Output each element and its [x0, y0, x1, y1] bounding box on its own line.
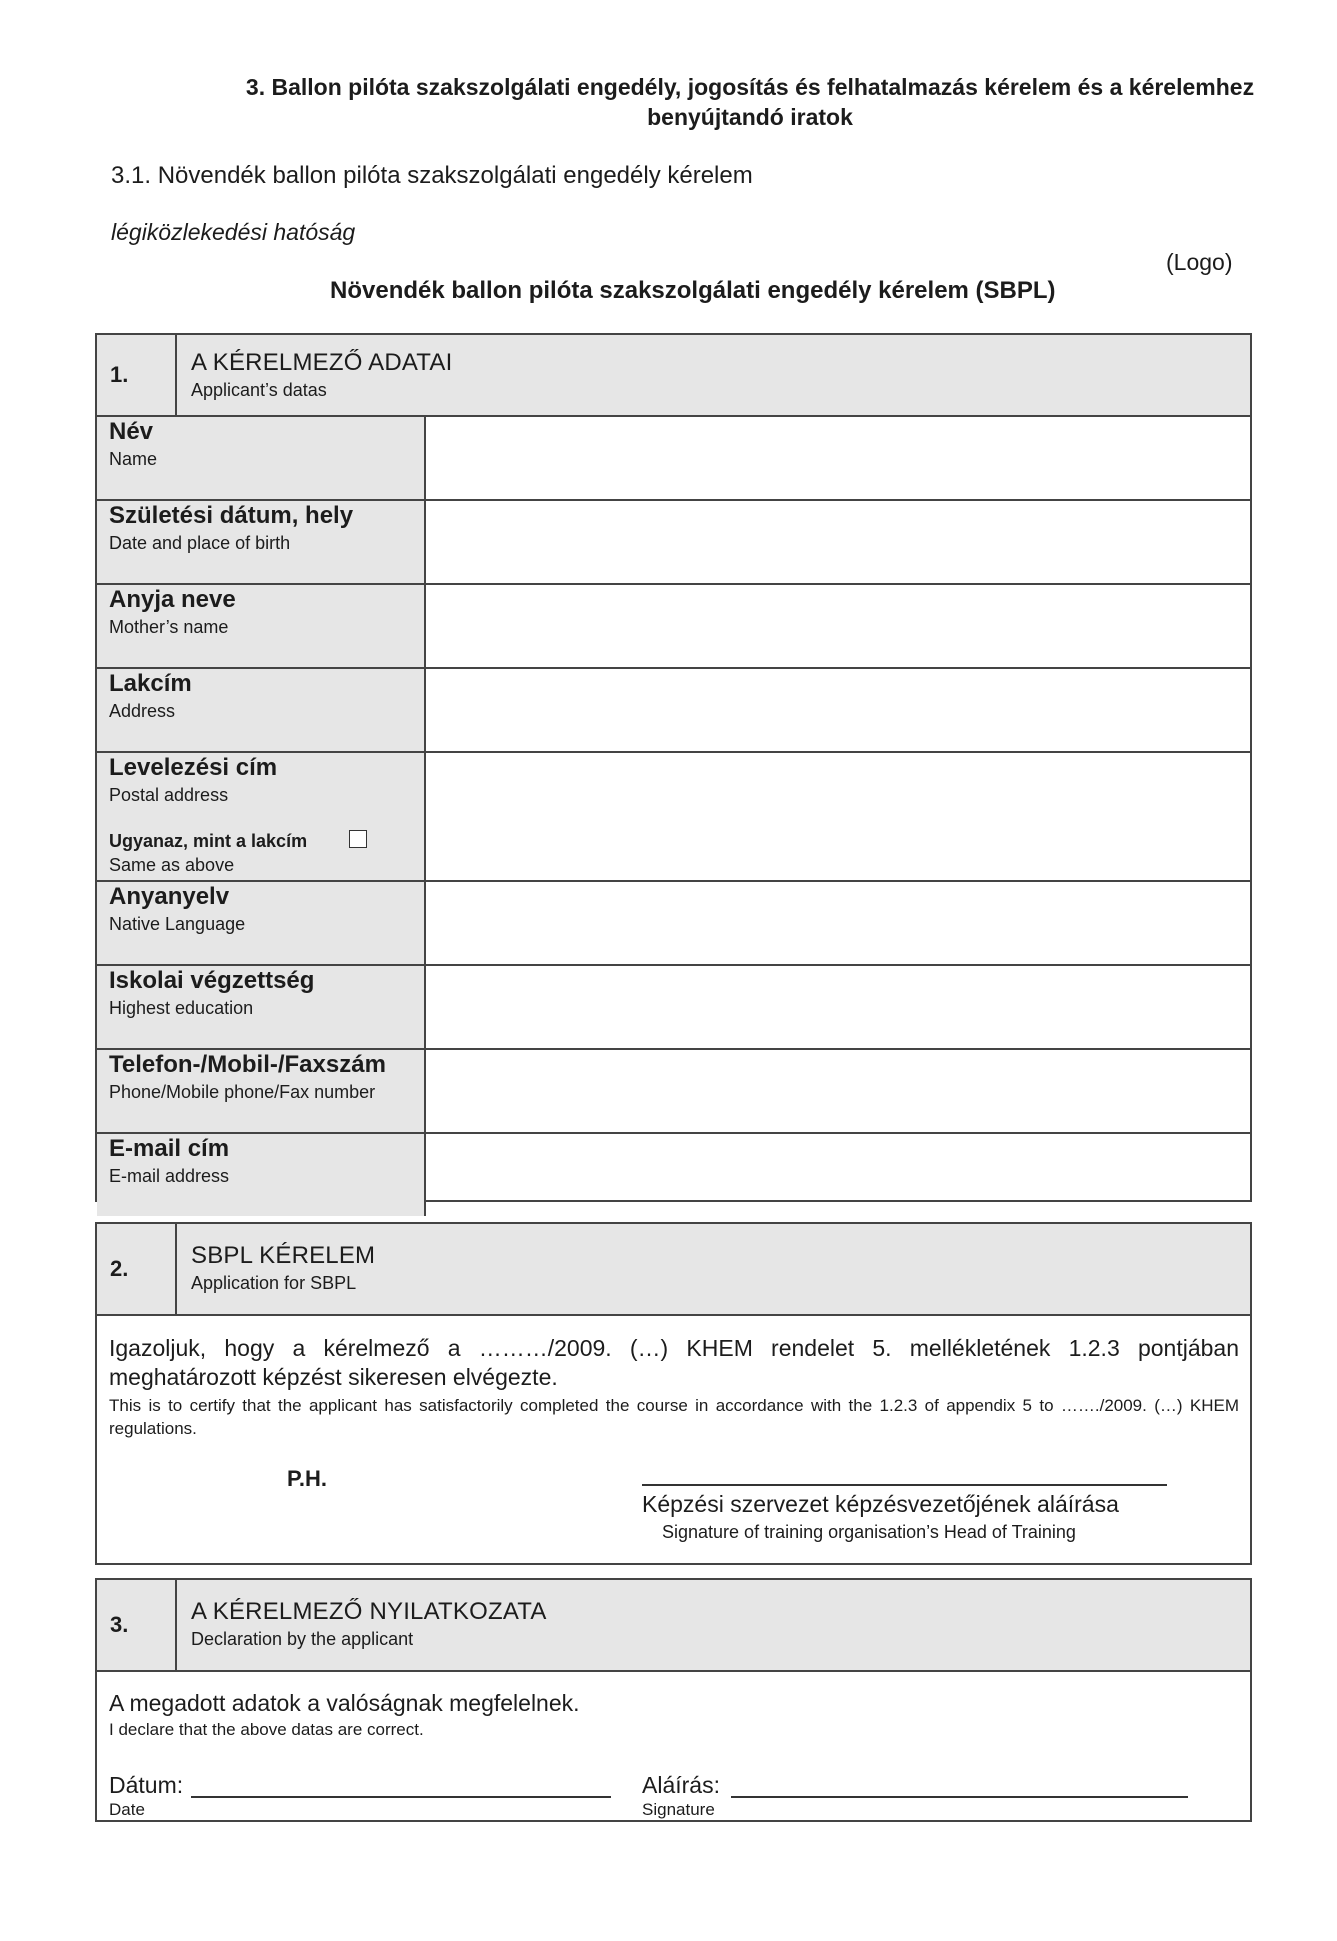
document-title-line2: benyújtandó iratok — [647, 104, 853, 130]
section-3-header — [97, 1580, 1250, 1672]
label-en: Address — [109, 701, 176, 721]
date-field[interactable] — [191, 1796, 611, 1798]
label-hu: Anyanyelv — [109, 883, 230, 910]
language-field[interactable] — [426, 882, 1250, 964]
section-3-title: A KÉRELMEZŐ NYILATKOZATA — [191, 1598, 547, 1625]
form-subheading: 3.1. Növendék ballon pilóta szakszolgálati engedély kérelem — [111, 162, 753, 189]
applicant-data-section — [95, 333, 1252, 1202]
declaration-section — [95, 1578, 1252, 1822]
education-field[interactable] — [426, 966, 1250, 1048]
date-label-en: Date — [109, 1800, 145, 1819]
section-3-body — [97, 1672, 1250, 1822]
row-label — [97, 1134, 426, 1216]
row-mother — [97, 585, 1250, 669]
row-label — [97, 501, 426, 583]
section-1-number: 1. — [97, 335, 177, 415]
row-phone — [97, 1050, 1250, 1134]
row-label — [97, 1050, 426, 1132]
document-title — [100, 72, 1300, 132]
declaration-text-en: I declare that the above datas are correct. — [109, 1720, 424, 1739]
section-3-number: 3. — [97, 1580, 177, 1670]
label-en: Phone/Mobile phone/Fax number — [109, 1082, 376, 1102]
row-education — [97, 966, 1250, 1050]
sbpl-application-section — [95, 1222, 1252, 1565]
section-2-body — [97, 1316, 1250, 1565]
label-hu: E-mail cím — [109, 1135, 230, 1162]
section-2-header — [97, 1224, 1250, 1316]
label-hu: Levelezési cím — [109, 754, 278, 781]
label-en: Date and place of birth — [109, 533, 291, 553]
email-field[interactable] — [426, 1134, 1250, 1216]
logo-placeholder: (Logo) — [1166, 249, 1233, 275]
postal-address-field[interactable] — [426, 753, 1250, 880]
row-address — [97, 669, 1250, 753]
document-title-line1: 3. Ballon pilóta szakszolgálati engedély, jogosítás és felhatalmazás kérelem és a kérelemhez — [245, 74, 1255, 100]
label-hu: Születési dátum, hely — [109, 502, 354, 529]
section-1-header — [97, 335, 1250, 417]
section-2-number: 2. — [97, 1224, 177, 1314]
row-label — [97, 669, 426, 751]
authority-name: légiközlekedési hatóság — [111, 219, 356, 245]
declaration-text: A megadott adatok a valóságnak megfelelnek. — [109, 1690, 580, 1716]
label-hu: Név — [109, 418, 154, 445]
label-en: Mother’s name — [109, 617, 229, 637]
row-label — [97, 585, 426, 667]
mother-name-field[interactable] — [426, 585, 1250, 667]
training-signature-label-en: Signature of training organisation’s Head of Training — [662, 1522, 1076, 1542]
phone-field[interactable] — [426, 1050, 1250, 1132]
stamp-placeholder: P.H. — [287, 1466, 327, 1491]
label-en: Native Language — [109, 914, 246, 934]
section-3-title-en: Declaration by the applicant — [191, 1629, 414, 1649]
row-postal — [97, 753, 1250, 882]
row-birth — [97, 501, 1250, 585]
label-hu: Telefon-/Mobil-/Faxszám — [109, 1051, 386, 1078]
row-label — [97, 966, 426, 1048]
row-email — [97, 1134, 1250, 1216]
address-field[interactable] — [426, 669, 1250, 751]
label-hu: Iskolai végzettség — [109, 967, 315, 994]
row-label — [97, 882, 426, 964]
training-signature-label: Képzési szervezet képzésvezetőjének aláírása — [642, 1491, 1119, 1517]
signature-label-en: Signature — [642, 1800, 715, 1819]
same-as-above-label-en: Same as above — [109, 855, 235, 875]
label-en: Name — [109, 449, 158, 469]
section-2-title-en: Application for SBPL — [191, 1273, 357, 1293]
label-en: E-mail address — [109, 1166, 230, 1186]
label-en: Postal address — [109, 785, 229, 805]
date-label: Dátum: — [109, 1772, 184, 1798]
label-en: Highest education — [109, 998, 254, 1018]
form-title: Növendék ballon pilóta szakszolgálati engedély kérelem (SBPL) — [330, 277, 1056, 304]
signature-field[interactable] — [731, 1796, 1188, 1798]
training-signature-line[interactable] — [642, 1484, 1167, 1486]
certification-text: Igazoljuk, hogy a kérelmező a ………/2009. (…) KHEM rendelet 5. mellékletének 1.2.3 pontjában meghatározott képzést sikeresen elvégezte. — [109, 1335, 1239, 1390]
section-2-title: SBPL KÉRELEM — [191, 1242, 376, 1269]
section-1-title-en: Applicant’s datas — [191, 380, 327, 400]
row-name — [97, 417, 1250, 501]
label-hu: Anyja neve — [109, 586, 236, 613]
row-label — [97, 753, 426, 880]
row-label — [97, 417, 426, 499]
same-as-above-checkbox[interactable] — [349, 830, 367, 848]
section-1-title: A KÉRELMEZŐ ADATAI — [191, 349, 453, 376]
label-hu: Lakcím — [109, 670, 192, 697]
name-field[interactable] — [426, 417, 1250, 499]
birth-field[interactable] — [426, 501, 1250, 583]
certification-text-en: This is to certify that the applicant has satisfactorily completed the course in accordance with the 1.2.3 of appendix 5 to ……./2009. (…) KHEM regulations. — [109, 1396, 1239, 1438]
signature-label: Aláírás: — [642, 1772, 720, 1798]
same-as-above-label: Ugyanaz, mint a lakcím — [109, 831, 308, 851]
row-language — [97, 882, 1250, 966]
